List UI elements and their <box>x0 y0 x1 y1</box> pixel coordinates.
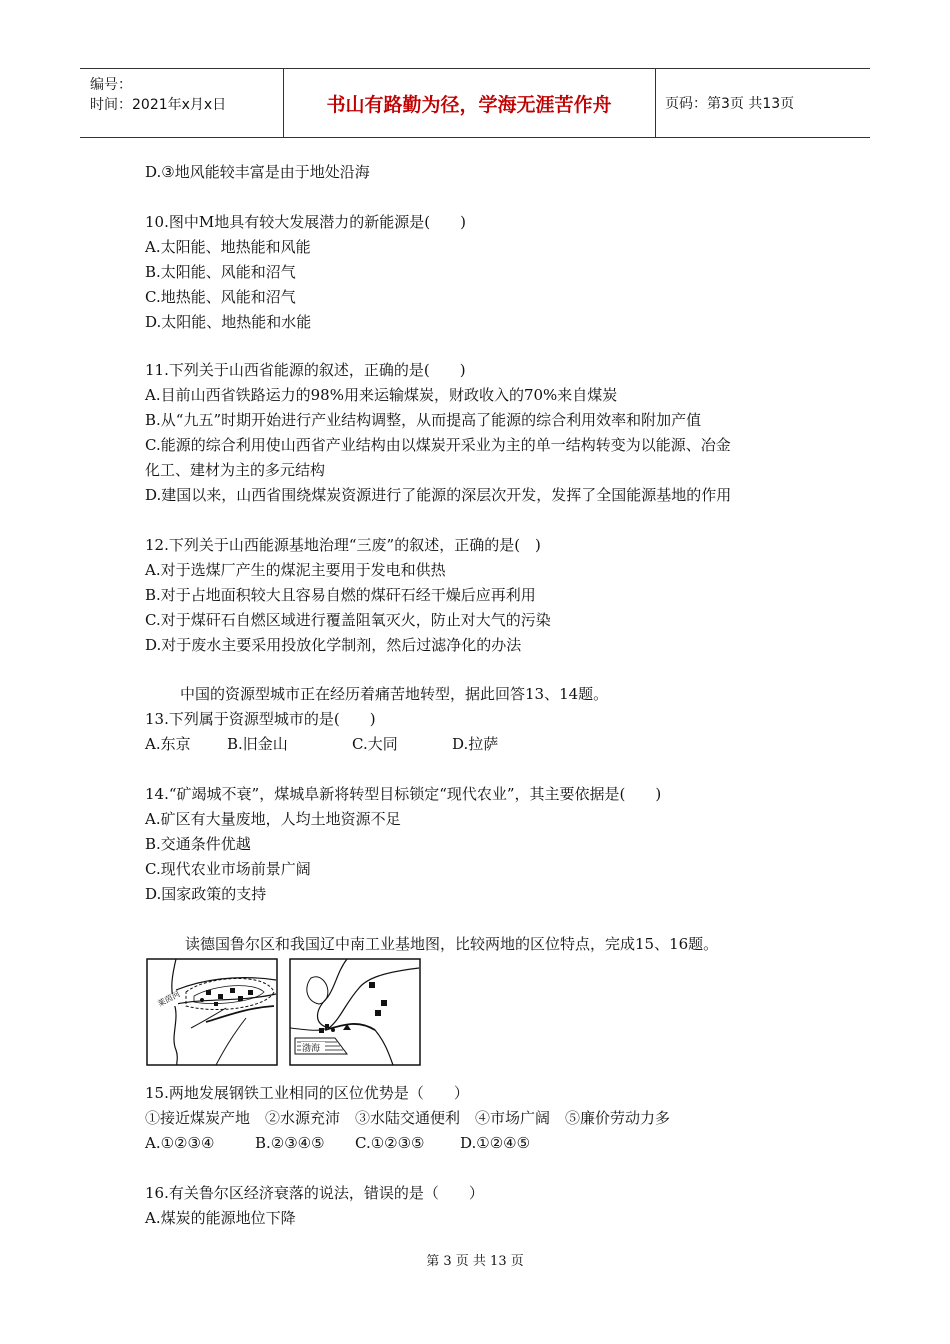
intro-q13-14: 中国的资源型城市正在经历着痛苦地转型，据此回答13、14题。 <box>180 685 609 703</box>
q14-option-c: C.现代农业市场前景广阔 <box>145 860 311 878</box>
code-label: 编号： <box>90 77 132 93</box>
region-maps <box>146 958 421 1068</box>
q11-option-d: D.建国以来，山西省围绕煤炭资源进行了能源的深层次开发，发挥了全国能源基地的作用 <box>145 486 732 504</box>
q10-option-a: A.太阳能、地热能和风能 <box>145 238 311 256</box>
q12-stem: 12.下列关于山西能源基地治理“三废”的叙述，正确的是( ) <box>145 536 541 554</box>
q10-option-d: D.太阳能、地热能和水能 <box>145 313 312 331</box>
q11-option-c: C.能源的综合利用使山西省产业结构由以煤炭开采业为主的单一结构转变为以能源、冶金 <box>145 436 731 454</box>
time-label: 时间：2021年x月x日 <box>90 97 227 113</box>
q11-option-a: A.目前山西省铁路运力的98%用来运输煤炭，财政收入的70%来自煤炭 <box>145 386 618 404</box>
q11-option-c-cont: 化工、建材为主的多元结构 <box>145 461 326 479</box>
q15-statements: ①接近煤炭产地 ②水源充沛 ③水陆交通便利 ④市场广阔 ⑤廉价劳动力多 <box>145 1109 671 1127</box>
q13-option-d: D.拉萨 <box>452 735 499 753</box>
q15-option-c: C.①②③⑤ <box>355 1134 425 1152</box>
bohai-sea-label: 渤海 <box>302 1044 321 1054</box>
ruhr-map <box>147 959 277 1065</box>
q10-option-c: C.地热能、风能和沼气 <box>145 288 296 306</box>
page-info: 页码：第3页 共13页 <box>665 96 795 112</box>
q12-option-b: B.对于占地面积较大且容易自燃的煤矸石经干燥后应再利用 <box>145 586 536 604</box>
q12-option-d: D.对于废水主要采用投放化学制剂，然后过滤净化的办法 <box>145 636 522 654</box>
q13-stem: 13.下列属于资源型城市的是( ) <box>145 710 376 728</box>
q15-options <box>145 1133 530 1153</box>
q10-option-b: B.太阳能、风能和沼气 <box>145 263 296 281</box>
rhine-river-label: 莱茵河 <box>156 989 182 1009</box>
q11-stem: 11.下列关于山西省能源的叙述，正确的是( ) <box>145 361 466 379</box>
page-header <box>80 68 870 138</box>
q14-stem: 14.“矿竭城不衰”，煤城阜新将转型目标锁定“现代农业”，其主要依据是( ) <box>145 785 662 803</box>
header-left <box>90 75 226 115</box>
q15-option-b: B.②③④⑤ <box>255 1134 325 1152</box>
page-footer: 第 3 页 共 13 页 <box>426 1254 524 1269</box>
q10-stem: 10.图中M地具有较大发展潜力的新能源是( ) <box>145 213 466 231</box>
q16-option-a: A.煤炭的能源地位下降 <box>145 1209 296 1227</box>
header-motto: 书山有路勤为径，学海无涯苦作舟 <box>326 93 612 116</box>
q13-option-a: A.东京 <box>145 735 191 753</box>
intro-q15-16: 读德国鲁尔区和我国辽中南工业基地图，比较两地的区位特点，完成15、16题。 <box>185 935 719 953</box>
q15-stem: 15.两地发展钢铁工业相同的区位优势是（ ） <box>145 1084 469 1102</box>
header-divider <box>655 69 656 137</box>
q14-option-d: D.国家政策的支持 <box>145 885 267 903</box>
q13-option-c: C.大同 <box>352 735 398 753</box>
q14-option-a: A.矿区有大量废地，人均土地资源不足 <box>145 810 401 828</box>
q15-option-d: D.①②④⑤ <box>460 1134 531 1152</box>
q16-stem: 16.有关鲁尔区经济衰落的说法，错误的是（ ） <box>145 1184 484 1202</box>
q14-option-b: B.交通条件优越 <box>145 835 251 853</box>
q15-option-a: A.①②③④ <box>145 1134 215 1152</box>
q13-options <box>145 734 498 754</box>
q12-option-a: A.对于选煤厂产生的煤泥主要用于发电和供热 <box>145 561 446 579</box>
q11-option-b: B.从“九五”时期开始进行产业结构调整，从而提高了能源的综合利用效率和附加产值 <box>145 411 702 429</box>
liaozhongnan-map <box>290 959 420 1065</box>
q12-option-c: C.对于煤矸石自燃区域进行覆盖阻氧灭火，防止对大气的污染 <box>145 611 551 629</box>
q9-option-d: D.③地风能较丰富是由于地处沿海 <box>145 163 370 181</box>
q13-option-b: B.旧金山 <box>227 735 288 753</box>
